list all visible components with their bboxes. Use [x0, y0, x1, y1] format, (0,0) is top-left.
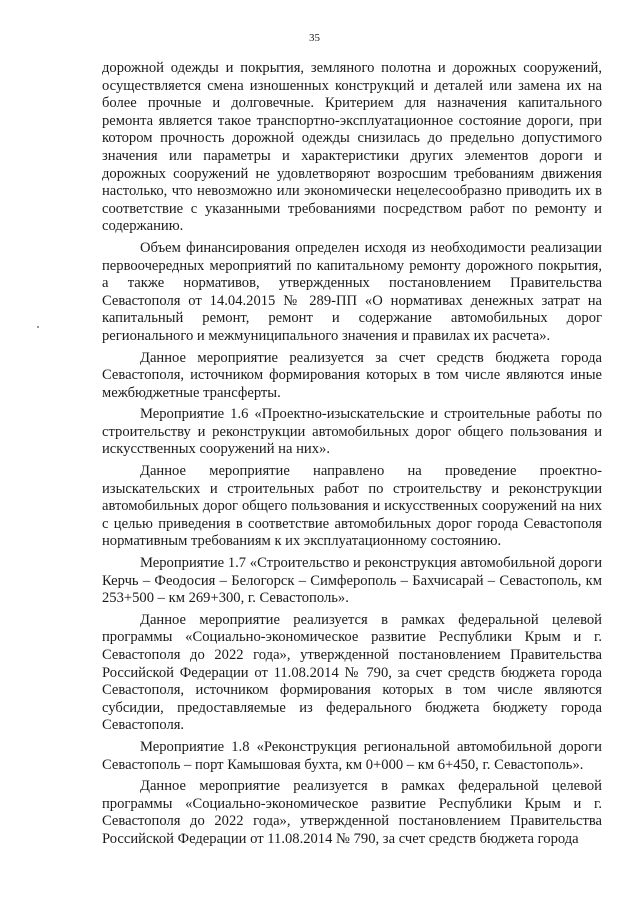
scan-artifact-dot [37, 326, 39, 328]
paragraph-continuation: дорожной одежды и покрытия, земляного полотна и дорожных сооружений, осуществляется смена изношенных конструкций и деталей или замена их на более прочные и долговечные. Критерием для назначения капитального ремонта является такое транспортно-эксплуатационное состояние дороги, при котором прочность дорожной одежды снизилась до предельно допустимого значения или параметры и характеристики других элементов дороги и дорожных сооружений не удовлетворяют возросшим требованиям движения настолько, что невозможно или экономически нецелесообразно приводить их в соответствие с указанными требованиями посредством работ по ремонту и содержанию. [102, 60, 602, 235]
paragraph-budget-source: Данное мероприятие реализуется за счет средств бюджета города Севастополя, источником формирования которых в том числе являются иные межбюджетные трансферты. [102, 349, 602, 401]
paragraph-financing-volume: Объем финансирования определен исходя из необходимости реализации первоочередных мероприятий по капитальному ремонту дорожного покрытия, а также нормативов, утвержденных постановлением Правительства Севастополя от 14.04.2015 № 289-ПП «О нормативах денежных затрат на капитальный ремонт, ремонт и содержание автомобильных дорог регионального и межмуниципального значения и правилах их расчета». [102, 239, 602, 344]
paragraph-measure-1-6: Мероприятие 1.6 «Проектно-изыскательские и строительные работы по строительству и реконструкции автомобильных дорог общего пользования и искусственных сооружений на них». [102, 406, 602, 458]
paragraph-measure-1-7: Мероприятие 1.7 «Строительство и реконструкция автомобильной дороги Керчь – Феодосия – Белогорск – Симферополь – Бахчисарай – Севастополь, км 253+500 – км 269+300, г. Севастополь». [102, 555, 602, 607]
paragraph-measure-1-7-description: Данное мероприятие реализуется в рамках федеральной целевой программы «Социально-экономическое развитие Республики Крым и г. Севастополя до 2022 года», утвержденной постановлением Правительства Российской Федерации от 11.08.2014 № 790, за счет средств бюджета города Севастополя, источником формирования которых в том числе являются субсидии, предоставляемые из федерального бюджета бюджету города Севастополя. [102, 611, 602, 734]
page-number: 35 [309, 32, 320, 44]
paragraph-measure-1-8-description: Данное мероприятие реализуется в рамках федеральной целевой программы «Социально-экономическое развитие Республики Крым и г. Севастополя до 2022 года», утвержденной постановлением Правительства Российской Федерации от 11.08.2014 № 790, за счет средств бюджета города [102, 778, 602, 847]
document-body [102, 60, 602, 849]
paragraph-measure-1-6-description: Данное мероприятие направлено на проведение проектно-изыскательских и строительных работ по строительству и реконструкции автомобильных дорог общего пользования и искусственных сооружений на них с целью приведения в соответствие автомобильных дорог города Севастополя нормативным требованиям к их эксплуатационному состоянию. [102, 463, 602, 550]
paragraph-measure-1-8: Мероприятие 1.8 «Реконструкция региональной автомобильной дороги Севастополь – порт Камышовая бухта, км 0+000 – км 6+450, г. Севастополь». [102, 738, 602, 773]
